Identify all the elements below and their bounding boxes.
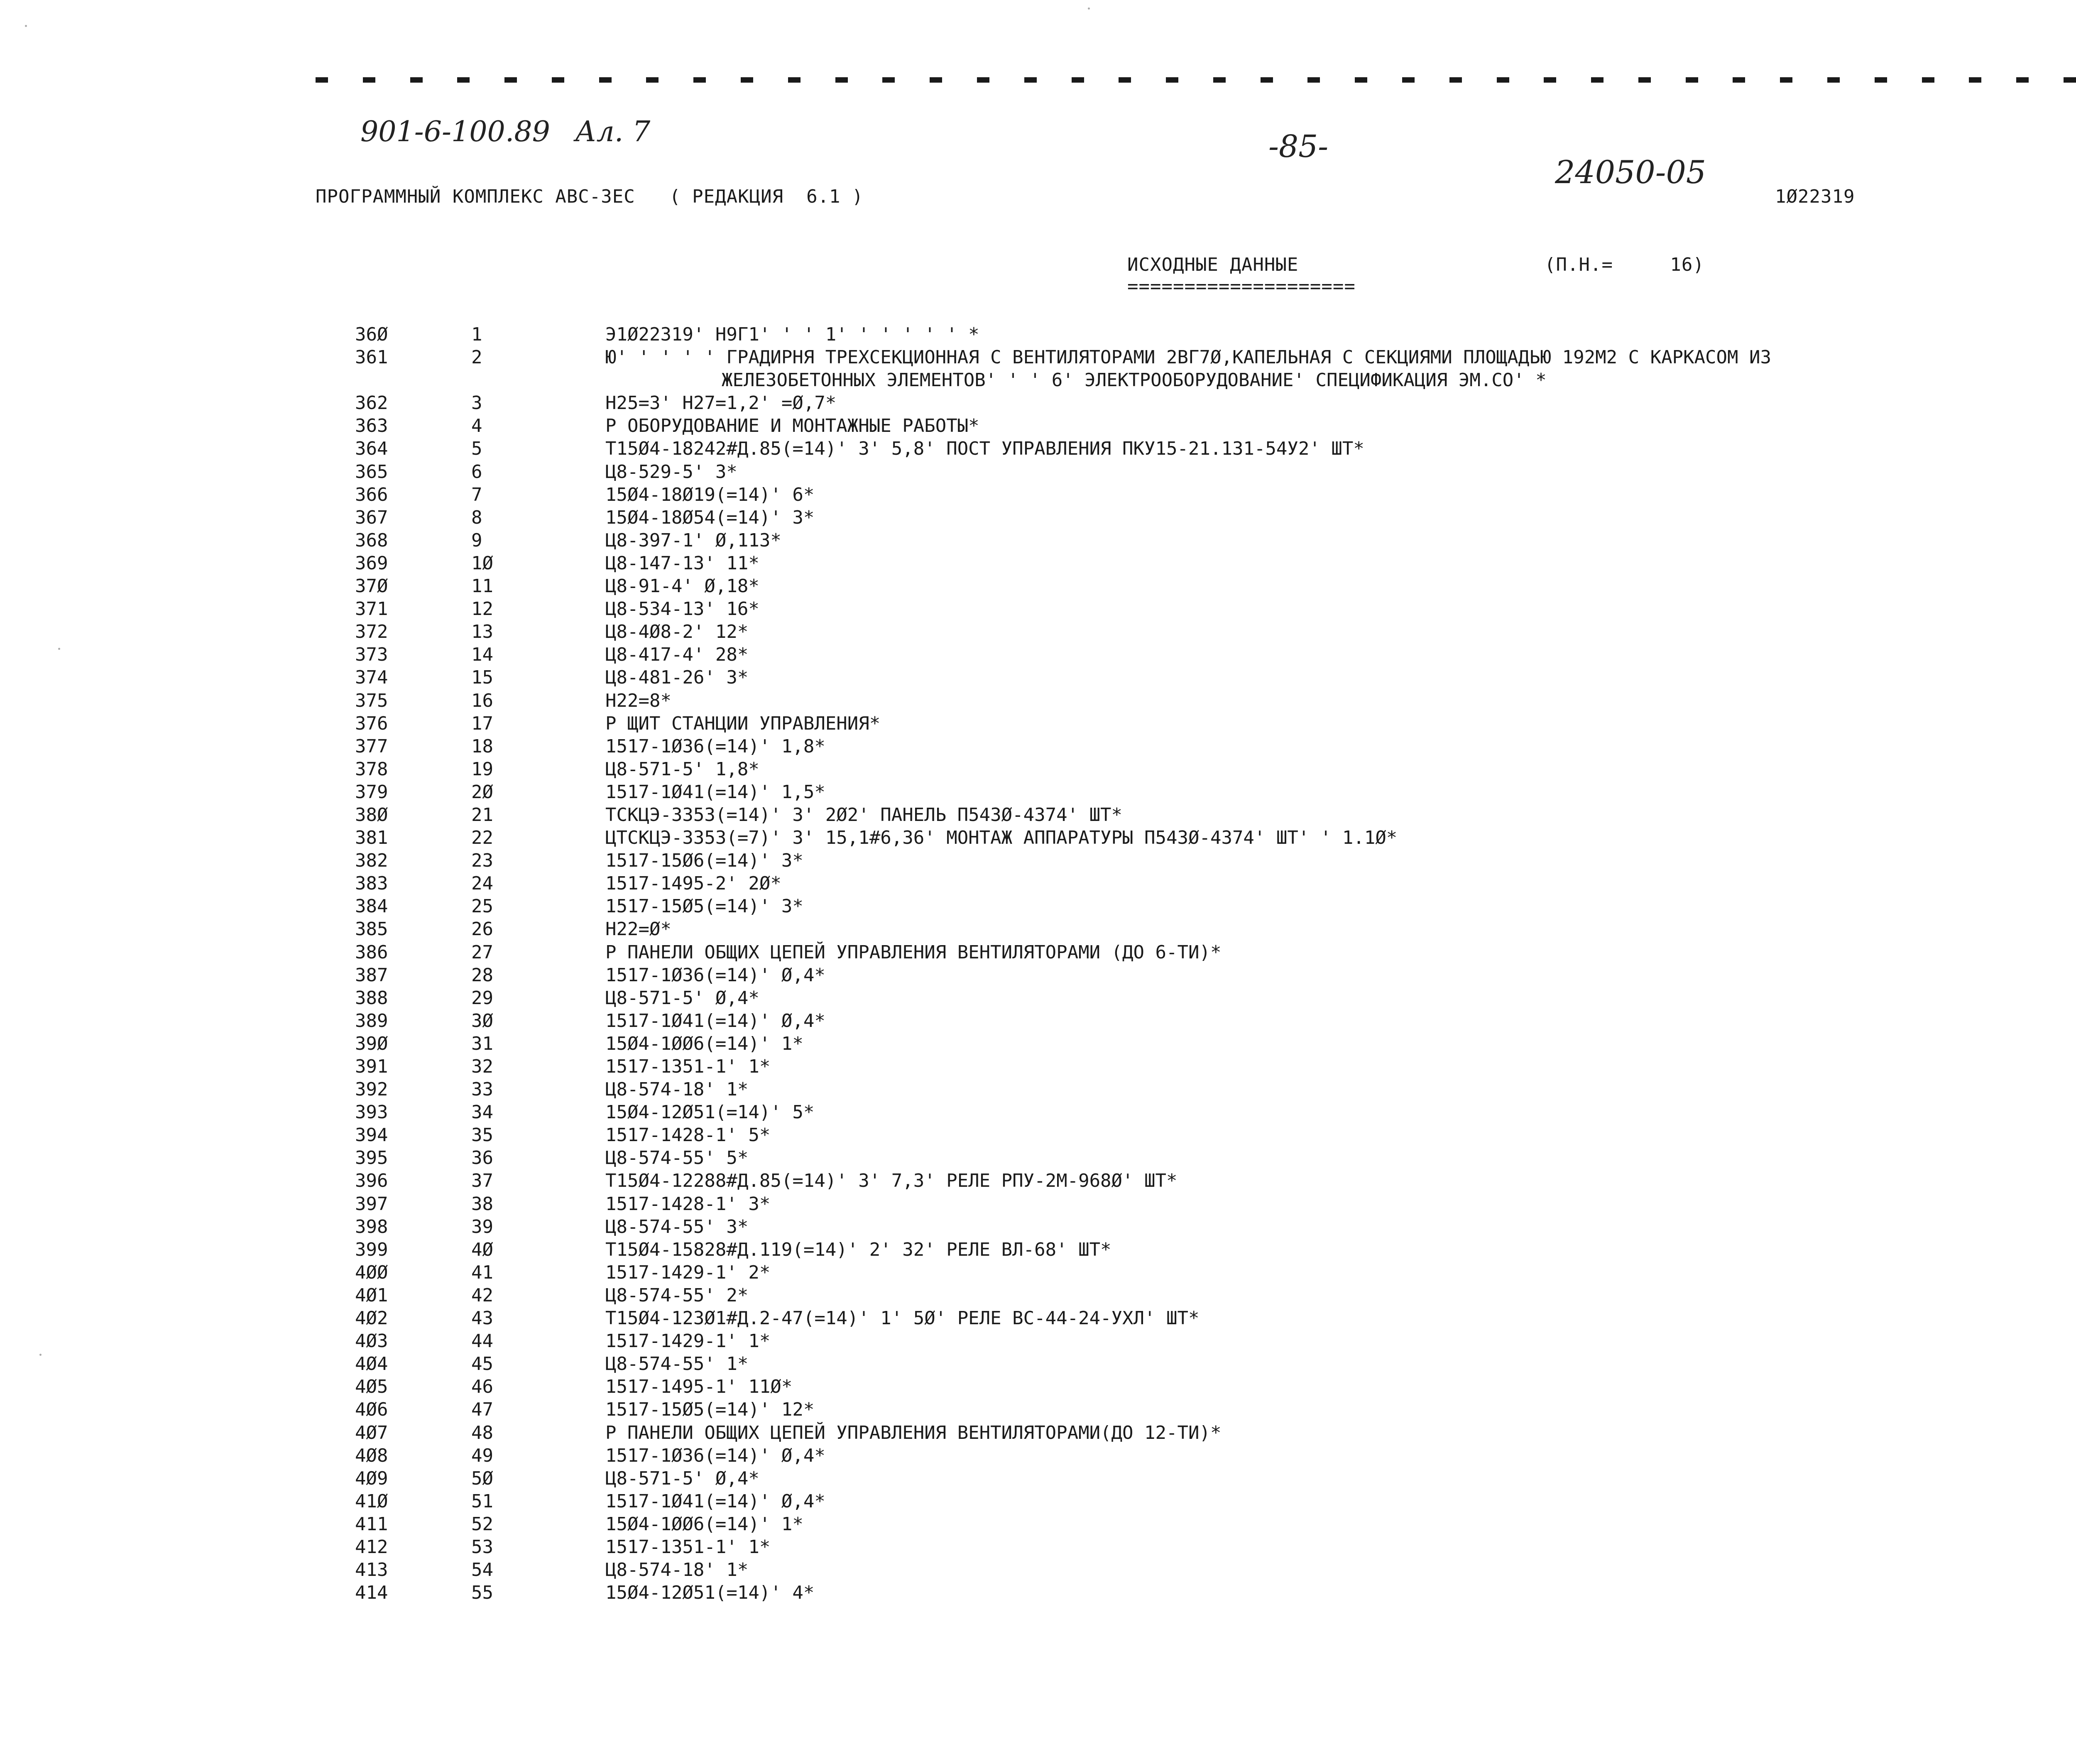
line-number: 395 — [355, 1147, 388, 1169]
dash — [1969, 77, 1981, 83]
listing-row — [0, 1308, 2076, 1330]
section-underline: ==================== — [1127, 276, 1356, 297]
handwritten-page-number: -85- — [1268, 129, 1329, 164]
dash — [1591, 77, 1604, 83]
listing-row — [0, 942, 2076, 965]
sequence-number: 34 — [471, 1102, 493, 1123]
line-number: 398 — [355, 1216, 388, 1237]
listing-row — [0, 1330, 2076, 1353]
sequence-number: 55 — [471, 1582, 493, 1604]
scan-speck — [39, 1354, 42, 1356]
listing-row — [0, 1193, 2076, 1216]
record-text: 1517-1Ø36(=14)' 1,8* — [605, 735, 825, 757]
dash — [882, 77, 895, 83]
record-text: Э1Ø22319' Н9Г1' ' ' 1' ' ' ' ' ' * — [605, 324, 979, 345]
line-number: 382 — [355, 850, 388, 872]
dash — [410, 77, 423, 83]
listing-row — [0, 598, 2076, 621]
sequence-number: 6 — [471, 461, 482, 483]
record-text: 1517-1495-2' 2Ø* — [605, 873, 781, 894]
sequence-number: 19 — [471, 758, 493, 780]
listing-row — [0, 1514, 2076, 1536]
line-number: 368 — [355, 529, 388, 551]
listing-row — [0, 1559, 2076, 1582]
dash — [1875, 77, 1887, 83]
record-text: Ц8-574-55' 5* — [605, 1147, 749, 1169]
line-number: 4Ø7 — [355, 1422, 388, 1443]
sequence-number: 45 — [471, 1353, 493, 1375]
line-number: 4Ø1 — [355, 1284, 388, 1306]
listing-row — [0, 1262, 2076, 1285]
record-text: 1517-15Ø5(=14)' 3* — [605, 896, 803, 917]
sequence-number: 38 — [471, 1193, 493, 1215]
listing-row — [0, 1147, 2076, 1170]
record-text: Ц8-147-13' 11* — [605, 552, 759, 574]
sequence-number: 31 — [471, 1033, 493, 1054]
record-text: 1517-1Ø41(=14)' 1,5* — [605, 781, 825, 803]
record-text: 1517-1Ø41(=14)' Ø,4* — [605, 1490, 825, 1512]
line-number: 4Ø3 — [355, 1330, 388, 1352]
line-number: 379 — [355, 781, 388, 803]
listing-row — [0, 1010, 2076, 1033]
line-number: 4Ø9 — [355, 1468, 388, 1489]
listing-row — [0, 873, 2076, 896]
sequence-number: 7 — [471, 484, 482, 505]
record-text: 1517-1Ø36(=14)' Ø,4* — [605, 964, 825, 986]
sequence-number: 49 — [471, 1445, 493, 1466]
sequence-number: 17 — [471, 713, 493, 734]
record-text: Н22=Ø* — [605, 919, 671, 940]
dash — [693, 77, 706, 83]
record-text: 1517-1Ø41(=14)' Ø,4* — [605, 1010, 825, 1031]
record-text: Р ЩИТ СТАНЦИИ УПРАВЛЕНИЯ* — [605, 713, 881, 734]
listing-row — [0, 484, 2076, 507]
line-number: 367 — [355, 507, 388, 528]
listing-row — [0, 621, 2076, 644]
record-text: Т15Ø4-123Ø1#Д.2-47(=14)' 1' 5Ø' РЕЛЕ ВС-44-24-УХЛ' ШТ* — [605, 1308, 1200, 1329]
record-text: 15Ø4-18Ø19(=14)' 6* — [605, 484, 815, 505]
line-number: 374 — [355, 667, 388, 688]
sequence-number: 27 — [471, 941, 493, 963]
dash — [316, 77, 328, 83]
sequence-number: 43 — [471, 1308, 493, 1329]
line-number: 37Ø — [355, 576, 388, 597]
dash — [1119, 77, 1131, 83]
record-text: Н25=3' Н27=1,2' =Ø,7* — [605, 392, 837, 414]
dash — [363, 77, 375, 83]
sequence-number: 35 — [471, 1125, 493, 1146]
record-text: 1517-1Ø36(=14)' Ø,4* — [605, 1445, 825, 1466]
record-text: 15Ø4-18Ø54(=14)' 3* — [605, 507, 815, 528]
sequence-number: 21 — [471, 804, 493, 826]
sequence-number: 9 — [471, 529, 482, 551]
dash — [1686, 77, 1698, 83]
listing-row — [0, 896, 2076, 919]
sequence-number: 48 — [471, 1422, 493, 1443]
dash — [457, 77, 470, 83]
dash — [1497, 77, 1509, 83]
listing-row — [0, 461, 2076, 484]
listing-row — [0, 1422, 2076, 1445]
sequence-number: 26 — [471, 919, 493, 940]
sequence-number: 24 — [471, 873, 493, 894]
line-number: 4Ø6 — [355, 1399, 388, 1421]
line-number: 376 — [355, 713, 388, 734]
listing-row — [0, 576, 2076, 598]
section-params: (П.Н.= 16) — [1545, 254, 1704, 275]
listing-row — [0, 1353, 2076, 1376]
record-text: Р ОБОРУДОВАНИЕ И МОНТАЖНЫЕ РАБОТЫ* — [605, 415, 979, 437]
sequence-number: 37 — [471, 1170, 493, 1192]
dash — [1733, 77, 1745, 83]
record-text: Т15Ø4-18242#Д.85(=14)' 3' 5,8' ПОСТ УПРАВЛЕНИЯ ПКУ15-21.131-54У2' ШТ* — [605, 438, 1364, 460]
record-text: Ц8-4Ø8-2' 12* — [605, 621, 749, 643]
line-number: 399 — [355, 1239, 388, 1260]
line-number: 369 — [355, 552, 388, 574]
dash — [1307, 77, 1320, 83]
sequence-number: 39 — [471, 1216, 493, 1237]
line-number: 393 — [355, 1102, 388, 1123]
listing-row — [0, 1468, 2076, 1491]
line-number: 39Ø — [355, 1033, 388, 1054]
listing-row — [0, 1376, 2076, 1399]
record-text: 1517-1351-1' 1* — [605, 1536, 771, 1558]
listing-row — [0, 1399, 2076, 1422]
listing-row — [0, 530, 2076, 553]
record-text: Ц8-574-55' 1* — [605, 1353, 749, 1375]
line-number: 385 — [355, 919, 388, 940]
section-title: ИСХОДНЫЕ ДАННЫЕ — [1127, 254, 1299, 275]
record-text: Ц8-534-13' 16* — [605, 598, 759, 620]
listing-row — [0, 713, 2076, 736]
line-number: 361 — [355, 347, 388, 368]
record-text: 1517-1495-1' 11Ø* — [605, 1376, 793, 1398]
sequence-number: 15 — [471, 667, 493, 688]
listing-row — [0, 736, 2076, 759]
dash — [1072, 77, 1084, 83]
line-number: 414 — [355, 1582, 388, 1604]
dash — [552, 77, 564, 83]
sequence-number: 23 — [471, 850, 493, 872]
line-number: 371 — [355, 598, 388, 620]
record-text: Т15Ø4-12288#Д.85(=14)' 3' 7,3' РЕЛЕ РПУ-2М-968Ø' ШТ* — [605, 1170, 1178, 1192]
record-text: Т15Ø4-15828#Д.119(=14)' 2' 32' РЕЛЕ ВЛ-68' ШТ* — [605, 1239, 1111, 1260]
dash — [930, 77, 942, 83]
listing-row — [0, 919, 2076, 941]
line-number: 4Ø2 — [355, 1308, 388, 1329]
dash — [1213, 77, 1226, 83]
line-number: 381 — [355, 827, 388, 849]
listing-row — [0, 1582, 2076, 1605]
line-number: 4ØØ — [355, 1262, 388, 1283]
listing-row — [0, 507, 2076, 530]
record-text: Ц8-417-4' 28* — [605, 644, 749, 666]
line-number: 375 — [355, 690, 388, 711]
sequence-number: 54 — [471, 1559, 493, 1581]
sequence-number: 2Ø — [471, 781, 493, 803]
record-text: Ц8-574-55' 2* — [605, 1284, 749, 1306]
line-number: 377 — [355, 735, 388, 757]
sequence-number: 14 — [471, 644, 493, 666]
dash — [835, 77, 848, 83]
sequence-number: 33 — [471, 1079, 493, 1100]
sequence-number: 5Ø — [471, 1468, 493, 1489]
record-text: Ц8-571-5' Ø,4* — [605, 987, 759, 1009]
listing-row — [0, 324, 2076, 347]
line-number: 36Ø — [355, 324, 388, 345]
listing-row — [0, 1536, 2076, 1559]
sequence-number: 42 — [471, 1284, 493, 1306]
record-text: 1517-1429-1' 2* — [605, 1262, 771, 1283]
program-header: ПРОГРАММНЫЙ КОМПЛЕКС АВС-3ЕС ( РЕДАКЦИЯ 6.1 ) — [316, 186, 864, 207]
listing-row — [0, 987, 2076, 1010]
sequence-number: 16 — [471, 690, 493, 711]
line-number: 373 — [355, 644, 388, 666]
line-number: 387 — [355, 964, 388, 986]
sequence-number: 32 — [471, 1056, 493, 1077]
line-number: 383 — [355, 873, 388, 894]
record-text-continuation: ЖЕЛЕЗОБЕТОННЫХ ЭЛЕМЕНТОВ' ' ' 6' ЭЛЕКТРООБОРУДОВАНИЕ' СПЕЦИФИКАЦИЯ ЭМ.СО' * — [722, 370, 1547, 391]
line-number: 41Ø — [355, 1490, 388, 1512]
sequence-number: 8 — [471, 507, 482, 528]
sequence-number: 41 — [471, 1262, 493, 1283]
sequence-number: 18 — [471, 735, 493, 757]
line-number: 388 — [355, 987, 388, 1009]
listing-row — [0, 644, 2076, 667]
line-number: 391 — [355, 1056, 388, 1077]
record-text: Ц8-91-4' Ø,18* — [605, 576, 759, 597]
scan-speck — [58, 648, 60, 650]
listing-row — [0, 1056, 2076, 1079]
sequence-number: 53 — [471, 1536, 493, 1558]
record-text: 1517-1428-1' 5* — [605, 1125, 771, 1146]
dash — [788, 77, 801, 83]
sequence-number: 22 — [471, 827, 493, 849]
dash — [1449, 77, 1462, 83]
record-text: Р ПАНЕЛИ ОБЩИХ ЦЕПЕЙ УПРАВЛЕНИЯ ВЕНТИЛЯТОРАМИ(ДО 12-ТИ)* — [605, 1422, 1222, 1443]
dash — [1355, 77, 1367, 83]
listing-row — [0, 1445, 2076, 1468]
line-number: 4Ø8 — [355, 1445, 388, 1466]
line-number: 389 — [355, 1010, 388, 1031]
record-text: 15Ø4-1ØØ6(=14)' 1* — [605, 1513, 803, 1535]
listing-row — [0, 782, 2076, 804]
listing-row — [0, 1491, 2076, 1514]
dash — [646, 77, 659, 83]
line-number: 363 — [355, 415, 388, 437]
line-number: 411 — [355, 1513, 388, 1535]
listing-row — [0, 759, 2076, 782]
record-text: Р ПАНЕЛИ ОБЩИХ ЦЕПЕЙ УПРАВЛЕНИЯ ВЕНТИЛЯТОРАМИ (ДО 6-ТИ)* — [605, 941, 1222, 963]
record-text: 1517-15Ø6(=14)' 3* — [605, 850, 803, 872]
line-number: 364 — [355, 438, 388, 460]
dash — [1827, 77, 1840, 83]
listing-row — [0, 1079, 2076, 1102]
record-text: 15Ø4-12Ø51(=14)' 4* — [605, 1582, 815, 1604]
dash — [504, 77, 517, 83]
record-text: 1517-1351-1' 1* — [605, 1056, 771, 1077]
record-text: Ц8-481-26' 3* — [605, 667, 749, 688]
handwritten-project-code: 901-6-100.89 — [360, 115, 550, 148]
listing-row — [0, 1239, 2076, 1262]
line-number: 397 — [355, 1193, 388, 1215]
listing-row — [0, 392, 2076, 415]
scan-speck — [25, 25, 27, 27]
dash — [1261, 77, 1273, 83]
dash — [741, 77, 753, 83]
dash — [1024, 77, 1037, 83]
line-number: 392 — [355, 1079, 388, 1100]
sequence-number: 29 — [471, 987, 493, 1009]
listing-row — [0, 850, 2076, 873]
sequence-number: 28 — [471, 964, 493, 986]
sequence-number: 4Ø — [471, 1239, 493, 1260]
listing-row — [0, 347, 2076, 370]
record-text: Ю' ' ' ' ' ГРАДИРНЯ ТРЕХСЕКЦИОННАЯ С ВЕНТИЛЯТОРАМИ 2ВГ7Ø,КАПЕЛЬНАЯ С СЕКЦИЯМИ ПЛОЩАДЬЮ 192М2 С КАРКАСОМ ИЗ — [605, 347, 1771, 368]
sequence-number: 13 — [471, 621, 493, 643]
record-text: Ц8-529-5' 3* — [605, 461, 737, 483]
listing-row — [0, 553, 2076, 576]
line-number: 4Ø4 — [355, 1353, 388, 1375]
sequence-number: 52 — [471, 1513, 493, 1535]
record-text: Ц8-574-55' 3* — [605, 1216, 749, 1237]
dash — [599, 77, 612, 83]
listing-row — [0, 1216, 2076, 1239]
sequence-number: 25 — [471, 896, 493, 917]
listing-row — [0, 804, 2076, 827]
record-text: Ц8-574-18' 1* — [605, 1079, 749, 1100]
dash — [2016, 77, 2029, 83]
handwritten-sheet-label: Ал. 7 — [575, 115, 651, 148]
sequence-number: 44 — [471, 1330, 493, 1352]
sequence-number: 2 — [471, 347, 482, 368]
sequence-number: 3 — [471, 392, 482, 414]
sequence-number: 4 — [471, 415, 482, 437]
scan-speck — [1088, 7, 1090, 10]
line-number: 372 — [355, 621, 388, 643]
input-data-listing — [0, 324, 2076, 1605]
line-number: 366 — [355, 484, 388, 505]
record-text: 15Ø4-12Ø51(=14)' 5* — [605, 1102, 815, 1123]
dash — [977, 77, 989, 83]
line-number: 394 — [355, 1125, 388, 1146]
record-text: Ц8-574-18' 1* — [605, 1559, 749, 1581]
line-number: 413 — [355, 1559, 388, 1581]
program-code: 1Ø22319 — [1775, 186, 1855, 207]
record-text: 15Ø4-1ØØ6(=14)' 1* — [605, 1033, 803, 1054]
line-number: 4Ø5 — [355, 1376, 388, 1398]
line-number: 412 — [355, 1536, 388, 1558]
dash — [1402, 77, 1415, 83]
line-number: 378 — [355, 758, 388, 780]
line-number: 38Ø — [355, 804, 388, 826]
record-text: ТСКЦЭ-3353(=14)' 3' 2Ø2' ПАНЕЛЬ П543Ø-4374' ШТ* — [605, 804, 1123, 826]
record-text: 1517-1429-1' 1* — [605, 1330, 771, 1352]
dash — [1780, 77, 1792, 83]
dash — [1166, 77, 1178, 83]
listing-row — [0, 1125, 2076, 1147]
record-text: ЦТСКЦЭ-3353(=7)' 3' 15,1#6,36' МОНТАЖ АППАРАТУРЫ П543Ø-4374' ШТ' ' 1.1Ø* — [605, 827, 1398, 849]
dash — [1544, 77, 1556, 83]
sequence-number: 36 — [471, 1147, 493, 1169]
record-text: Н22=8* — [605, 690, 671, 711]
listing-row — [0, 1033, 2076, 1056]
sequence-number: 11 — [471, 576, 493, 597]
handwritten-doc-number: 24050-05 — [1555, 154, 1706, 191]
sequence-number: 3Ø — [471, 1010, 493, 1031]
line-number: 386 — [355, 941, 388, 963]
listing-row — [0, 965, 2076, 987]
dash — [1638, 77, 1651, 83]
sequence-number: 1 — [471, 324, 482, 345]
listing-row — [0, 1170, 2076, 1193]
listing-row — [0, 690, 2076, 713]
record-text: Ц8-571-5' 1,8* — [605, 758, 759, 780]
record-text: Ц8-571-5' Ø,4* — [605, 1468, 759, 1489]
listing-row — [0, 1285, 2076, 1308]
sequence-number: 47 — [471, 1399, 493, 1421]
record-text: 1517-15Ø5(=14)' 12* — [605, 1399, 815, 1421]
dash — [1922, 77, 1934, 83]
line-number: 365 — [355, 461, 388, 483]
listing-row — [0, 1102, 2076, 1125]
sequence-number: 1Ø — [471, 552, 493, 574]
listing-row — [0, 415, 2076, 438]
dash — [2064, 77, 2076, 83]
record-text: 1517-1428-1' 3* — [605, 1193, 771, 1215]
sequence-number: 12 — [471, 598, 493, 620]
top-dashed-rule — [316, 67, 2076, 92]
sequence-number: 5 — [471, 438, 482, 460]
listing-row — [0, 667, 2076, 690]
listing-row-continuation — [0, 370, 2076, 392]
sequence-number: 46 — [471, 1376, 493, 1398]
line-number: 396 — [355, 1170, 388, 1192]
line-number: 362 — [355, 392, 388, 414]
sequence-number: 51 — [471, 1490, 493, 1512]
listing-row — [0, 438, 2076, 461]
record-text: Ц8-397-1' Ø,113* — [605, 529, 781, 551]
line-number: 384 — [355, 896, 388, 917]
listing-row — [0, 827, 2076, 850]
